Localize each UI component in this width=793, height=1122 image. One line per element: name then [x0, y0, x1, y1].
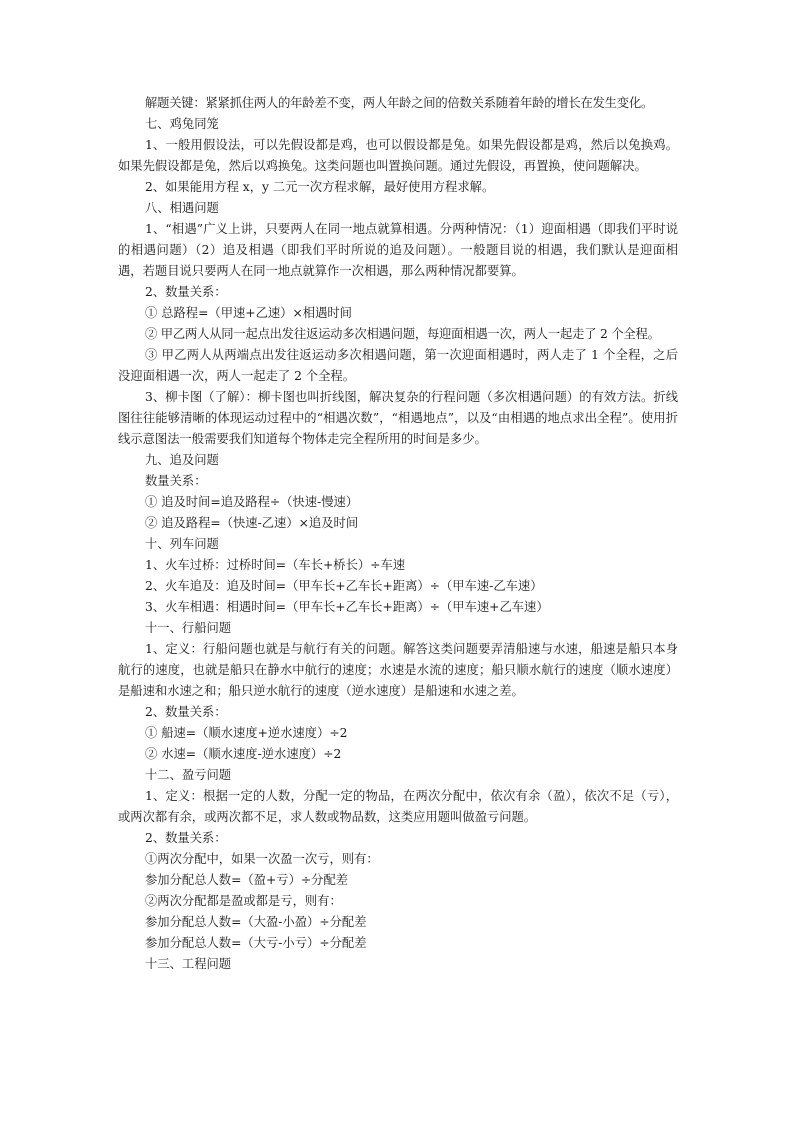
formula-water-speed: ② 水速=（顺水速度-逆水速度）÷2 [145, 747, 342, 761]
paragraph-meeting-definition: 1、“相遇”广义上讲，只要两人在同一地点就算相遇。分两种情况：（1）迎面相遇（即我们平时说的相遇问题）（2）追及相遇（即我们平时所说的追及问题）。一般题目说的相遇，我们默认是迎面相遇，若题目说只要两人在同一地点就算作一次相遇，那么两种情况都要算。 [118, 222, 678, 278]
paragraph-boat-definition: 1、定义：行船问题也就是与航行有关的问题。解答这类问题要弄清船速与水速，船速是船只本身航行的速度，也就是船只在静水中航行的速度；水速是水流的速度；船只顺水航行的速度（顺水速度）是船速和水速之和；船只逆水航行的速度（逆水速度）是船速和水速之差。 [118, 642, 678, 698]
heading-chicken-rabbit: 七、鸡兔同笼 [145, 117, 219, 131]
formula-total-distance: ① 总路程=（甲速+乙速）×相遇时间 [145, 306, 352, 320]
formula-case-one: 参加分配总人数=（盈+亏）÷分配差 [145, 873, 349, 887]
formula-chase-distance: ② 追及路程=（快速-乙速）×追及时间 [145, 516, 359, 530]
paragraph-case-two: ②两次分配都是盈或都是亏，则有： [145, 894, 342, 908]
heading-meeting-problem: 八、相遇问题 [145, 201, 219, 215]
paragraph-chase-relation: 数量关系： [145, 474, 207, 488]
formula-train-meet: 3、火车相遇：相遇时间=（甲车长+乙车长+距离）÷（甲车速+乙车速） [145, 600, 549, 614]
paragraph-assumption-method: 1、一般用假设法，可以先假设都是鸡，也可以假设都是兔。如果先假设都是鸡，然后以兔换鸡。如果先假设都是兔，然后以鸡换兔。这类问题也叫置换问题。通过先假设，再置换，使问题解决。 [118, 138, 678, 173]
paragraph-surplus-relation: 2、数量关系： [145, 831, 227, 845]
paragraph-age-key: 解题关键：紧紧抓住两人的年龄差不变，两人年龄之间的倍数关系随着年龄的增长在发生变化。 [145, 96, 654, 110]
formula-boat-speed: ① 船速=（顺水速度+逆水速度）÷2 [145, 726, 348, 740]
paragraph-surplus-definition: 1、定义：根据一定的人数，分配一定的物品，在两次分配中，依次有余（盈），依次不足（亏），或两次都有余，或两次都不足，求人数或物品数，这类应用题叫做盈亏问题。 [118, 789, 678, 824]
heading-chase-problem: 九、追及问题 [145, 453, 219, 467]
paragraph-two-ends: ③ 甲乙两人从两端点出发往返运动多次相遇问题，第一次迎面相遇时，两人走了 1 个全程，之后没迎面相遇一次，两人一起走了 2 个全程。 [118, 348, 678, 383]
paragraph-boat-relation: 2、数量关系： [145, 705, 227, 719]
heading-train-problem: 十、列车问题 [145, 537, 219, 551]
formula-case-two-surplus: 参加分配总人数=（大盈-小盈）÷分配差 [145, 915, 367, 929]
paragraph-equation-method: 2、如果能用方程 x，y 二元一次方程求解，最好使用方程求解。 [145, 180, 495, 194]
document-body [118, 93, 678, 975]
paragraph-same-start: ② 甲乙两人从同一起点出发往返运动多次相遇问题，每迎面相遇一次，两人一起走了 2 个全程。 [145, 327, 660, 341]
paragraph-case-one: ①两次分配中，如果一次盈一次亏，则有： [145, 852, 379, 866]
paragraph-quantity-relation: 2、数量关系： [145, 285, 227, 299]
heading-engineering-problem: 十三、工程问题 [145, 957, 232, 971]
paragraph-liuka-chart: 3、柳卡图（了解）：柳卡图也叫折线图，解决复杂的行程问题（多次相遇问题）的有效方法。折线图往往能够清晰的体现运动过程中的“相遇次数”，“相遇地点”，以及“由相遇的地点求出全程”。使用折线示意图法一般需要我们知道每个物体走完全程所用的时间是多少。 [118, 390, 678, 446]
heading-boat-problem: 十一、行船问题 [145, 621, 232, 635]
formula-train-bridge: 1、火车过桥：过桥时间=（车长+桥长）÷车速 [145, 558, 406, 572]
formula-train-chase: 2、火车追及：追及时间=（甲车长+乙车长+距离）÷（甲车速-乙车速） [145, 579, 543, 593]
formula-chase-time: ① 追及时间=追及路程÷（快速-慢速） [145, 495, 359, 509]
formula-case-two-deficit: 参加分配总人数=（大亏-小亏）÷分配差 [145, 936, 367, 950]
heading-surplus-deficit: 十二、盈亏问题 [145, 768, 232, 782]
